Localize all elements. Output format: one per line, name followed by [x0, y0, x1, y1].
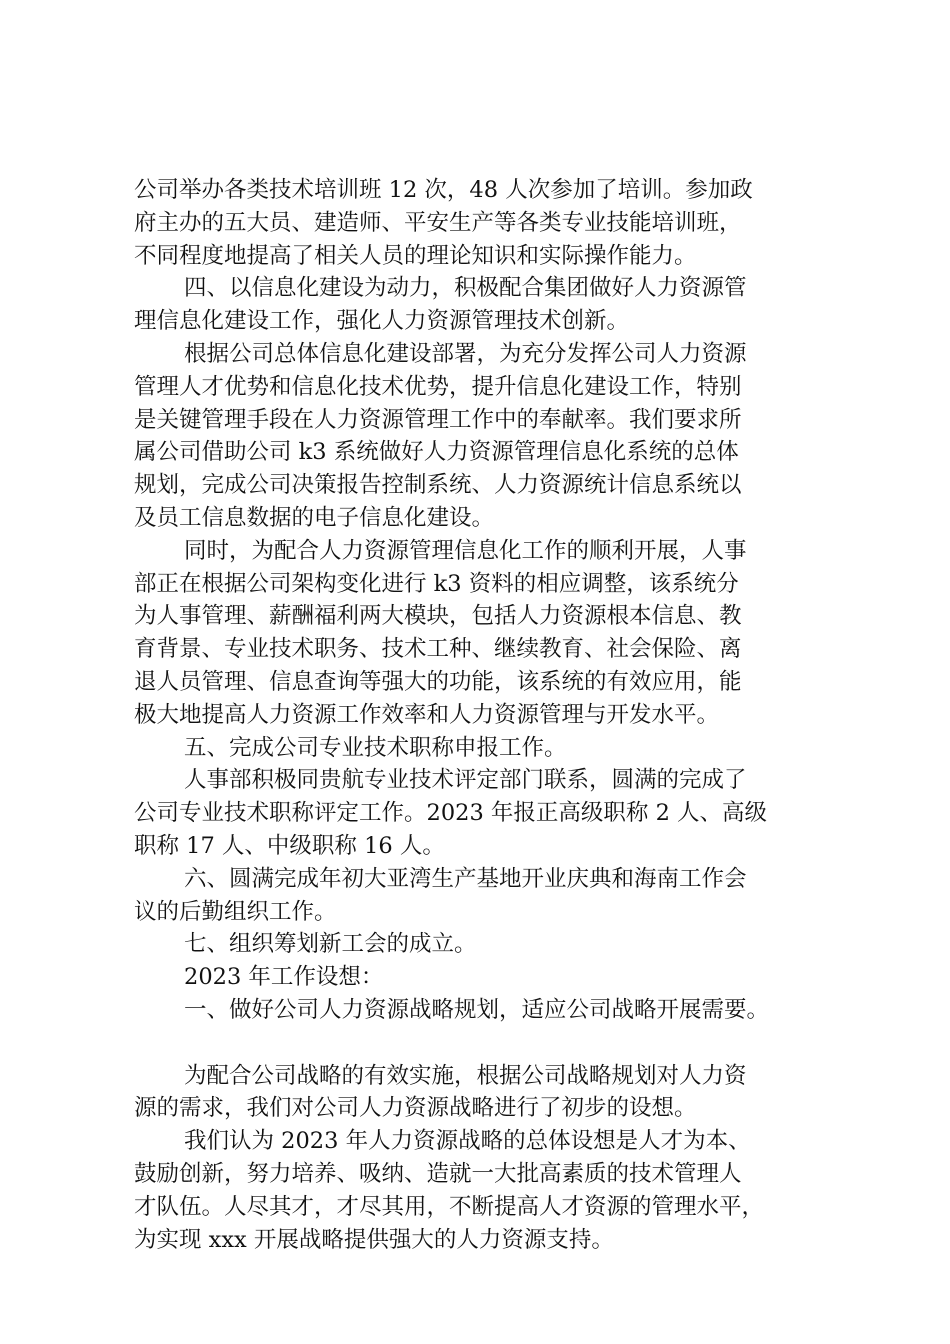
- text-line: 及员工信息数据的电子信息化建设。: [134, 504, 495, 531]
- text-line: 理信息化建设工作，强化人力资源管理技术创新。: [134, 308, 630, 335]
- text-line: 议的后勤组织工作。: [134, 898, 337, 925]
- text-line: 不同程度地提高了相关人员的理论知识和实际操作能力。: [134, 242, 697, 269]
- text-line: 为配合公司战略的有效实施，根据公司战略规划对人力资: [184, 1062, 747, 1089]
- section-heading: 六、圆满完成年初大亚湾生产基地开业庆典和海南工作会: [184, 865, 747, 892]
- text-line: 府主办的五大员、建造师、平安生产等各类专业技能培训班，: [134, 209, 742, 236]
- text-line: 才队伍。人尽其才，才尽其用，不断提高人才资源的管理水平，: [134, 1193, 765, 1220]
- text-line: 公司专业技术职称评定工作。2023 年报正高级职称 2 人、高级: [134, 800, 768, 827]
- text-line: 部正在根据公司架构变化进行 k3 资料的相应调整，该系统分: [134, 570, 739, 597]
- section-heading: 七、组织筹划新工会的成立。: [184, 931, 477, 958]
- text-line: 职称 17 人、中级职称 16 人。: [134, 832, 445, 859]
- text-line: 规划，完成公司决策报告控制系统、人力资源统计信息系统以: [134, 472, 742, 499]
- section-heading: 五、完成公司专业技术职称申报工作。: [184, 734, 567, 761]
- text-line: 管理人才优势和信息化技术优势，提升信息化建设工作，特别: [134, 373, 742, 400]
- text-line: 源的需求，我们对公司人力资源战略进行了初步的设想。: [134, 1095, 697, 1122]
- text-line: 我们认为 2023 年人力资源战略的总体设想是人才为本、: [184, 1128, 751, 1155]
- text-line: 根据公司总体信息化建设部署，为充分发挥公司人力资源: [184, 340, 747, 367]
- text-line: 是关键管理手段在人力资源管理工作中的奉献率。我们要求所: [134, 406, 742, 433]
- text-line: 鼓励创新，努力培养、吸纳、造就一大批高素质的技术管理人: [134, 1160, 742, 1187]
- section-heading: 2023 年工作设想：: [184, 964, 384, 991]
- document-body: [134, 174, 840, 1256]
- section-heading: 四、以信息化建设为动力，积极配合集团做好人力资源管: [184, 275, 747, 302]
- text-line: 同时，为配合人力资源管理信息化工作的顺利开展，人事: [184, 537, 747, 564]
- blank-line: [134, 1027, 840, 1060]
- text-line: 人事部积极同贵航专业技术评定部门联系，圆满的完成了: [184, 767, 747, 794]
- text-line: 为实现 xxx 开展战略提供强大的人力资源支持。: [134, 1226, 614, 1253]
- text-line: 公司举办各类技术培训班 12 次，48 人次参加了培训。参加政: [134, 177, 753, 203]
- text-line: 退人员管理、信息查询等强大的功能，该系统的有效应用，能: [134, 668, 742, 695]
- text-line: 属公司借助公司 k3 系统做好人力资源管理信息化系统的总体: [134, 439, 739, 466]
- section-heading: 一、做好公司人力资源战略规划，适应公司战略开展需要。: [184, 996, 770, 1023]
- text-line: 为人事管理、薪酬福利两大模块，包括人力资源根本信息、教: [134, 603, 742, 630]
- text-line: 极大地提高人力资源工作效率和人力资源管理与开发水平。: [134, 701, 720, 728]
- text-line: 育背景、专业技术职务、技术工种、继续教育、社会保险、离: [134, 636, 742, 663]
